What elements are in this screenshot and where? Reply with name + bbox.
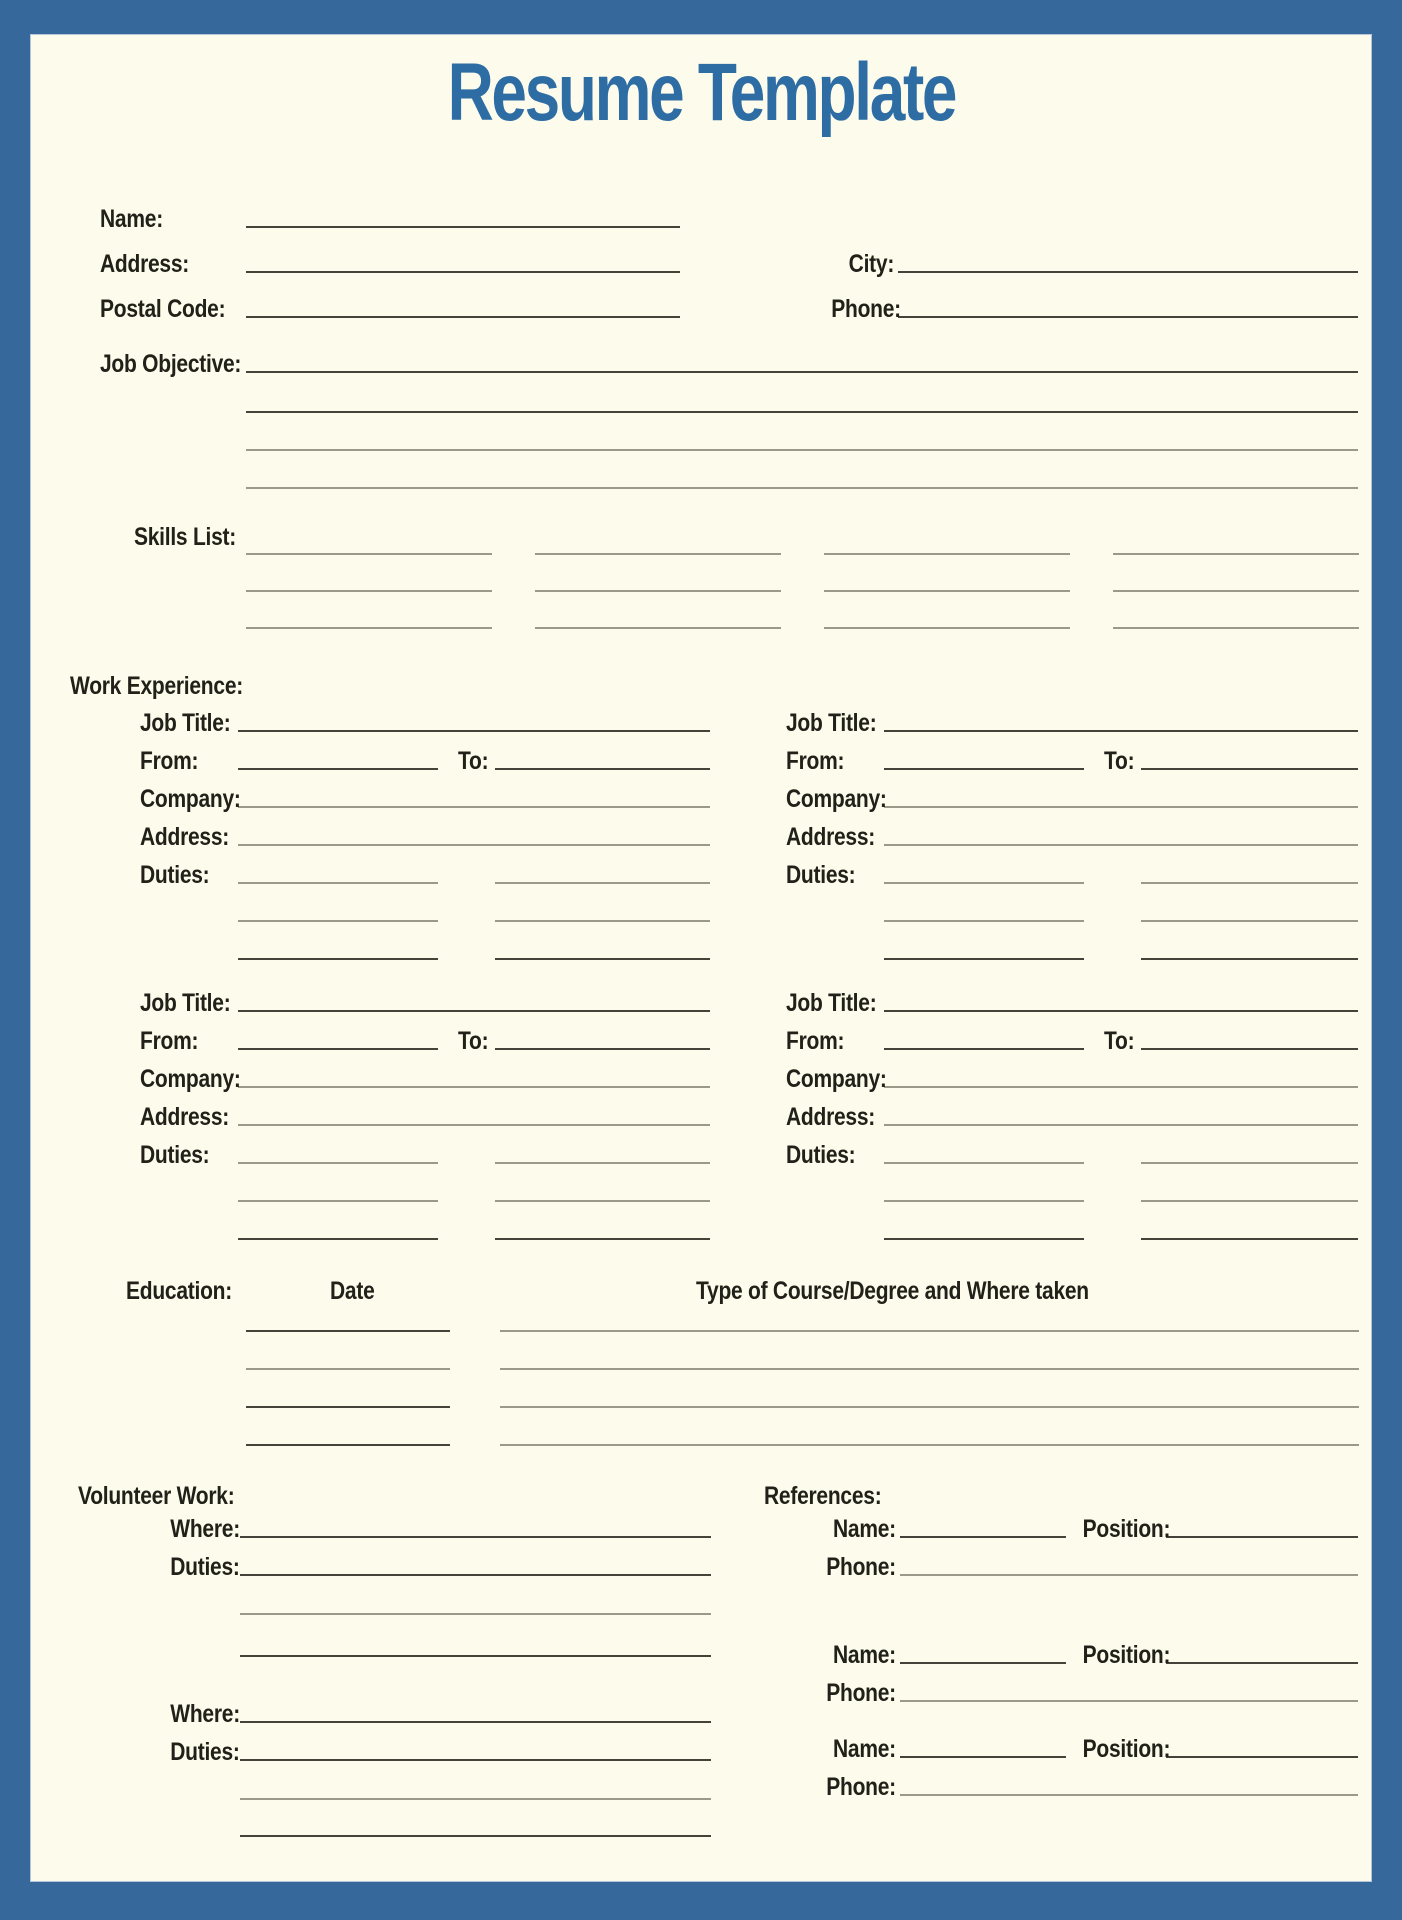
skills-line-r1c2[interactable] [535, 553, 781, 555]
job-block-3 [140, 980, 710, 1246]
to-label-box [1084, 747, 1141, 776]
duties-line[interactable] [238, 920, 438, 922]
work-address-line[interactable] [884, 1124, 1358, 1126]
reference-1-name-row [800, 1506, 1358, 1544]
to-label-box [438, 1027, 495, 1056]
duties-line[interactable] [238, 1162, 438, 1164]
duties-line[interactable] [1141, 1162, 1358, 1164]
job-title-label: Job Title: [786, 709, 877, 738]
job-title-line[interactable] [884, 1010, 1358, 1012]
from-label: From: [140, 1027, 199, 1056]
duties-label: Duties: [170, 1738, 240, 1767]
from-label: From: [140, 747, 199, 776]
duties-line[interactable] [1141, 882, 1358, 884]
reference-3-name-row [800, 1726, 1358, 1764]
skills-list-label: Skills List: [134, 523, 237, 551]
job-title-line[interactable] [238, 730, 710, 732]
contact-name-row [100, 196, 680, 234]
address-label: Address: [786, 823, 876, 852]
to-label: To: [458, 1027, 489, 1056]
page-title: Resume Template [447, 47, 955, 138]
skills-section [134, 523, 255, 552]
duties-line[interactable] [884, 1238, 1084, 1240]
address-label: Address: [140, 1103, 230, 1132]
education-section [126, 1277, 252, 1306]
reference-3-phone-row [800, 1764, 1358, 1802]
duties-label: Duties: [140, 1141, 210, 1170]
work-experience-section [70, 672, 276, 701]
education-date-line[interactable] [246, 1406, 450, 1408]
skills-line-r2c2[interactable] [535, 590, 781, 592]
to-label-box [438, 747, 495, 776]
ref-phone-line[interactable] [900, 1794, 1358, 1796]
skills-line-r1c1[interactable] [246, 553, 492, 555]
job-title-line[interactable] [884, 730, 1358, 732]
from-line[interactable] [884, 1048, 1084, 1050]
education-course-line[interactable] [500, 1330, 1359, 1332]
city-field-line[interactable] [898, 271, 1358, 273]
to-line[interactable] [1141, 1048, 1358, 1050]
postal-code-label: Postal Code: [100, 295, 226, 324]
reference-2-phone-row [800, 1670, 1358, 1708]
duties-line[interactable] [1141, 958, 1358, 960]
company-label: Company: [786, 1065, 887, 1094]
from-line[interactable] [884, 768, 1084, 770]
skills-line-r3c4[interactable] [1113, 627, 1359, 629]
to-line[interactable] [495, 1048, 710, 1050]
education-course-line[interactable] [500, 1406, 1359, 1408]
volunteer-work-label: Volunteer Work: [78, 1482, 235, 1510]
duties-label: Duties: [786, 1141, 856, 1170]
contact-postal-row [100, 286, 680, 324]
company-line[interactable] [884, 806, 1358, 808]
job-objective-line-2[interactable] [246, 411, 1358, 413]
job-objective-line-3[interactable] [246, 449, 1358, 451]
duties-line[interactable] [1141, 1200, 1358, 1202]
duties-line[interactable] [495, 958, 710, 960]
from-label: From: [786, 747, 845, 776]
to-line[interactable] [495, 768, 710, 770]
title-area [0, 46, 1402, 140]
duties-line[interactable] [495, 920, 710, 922]
phone-field-line[interactable] [898, 316, 1358, 318]
job-block-2 [786, 700, 1358, 966]
work-experience-label: Work Experience: [70, 672, 243, 700]
volunteer-where-line[interactable] [240, 1721, 711, 1723]
duties-line[interactable] [1141, 1238, 1358, 1240]
to-label: To: [458, 747, 489, 776]
ref-name-label: Name: [833, 1515, 896, 1544]
to-line[interactable] [1141, 768, 1358, 770]
volunteer-where-line[interactable] [240, 1536, 711, 1538]
where-label: Where: [170, 1700, 240, 1729]
company-line[interactable] [238, 806, 710, 808]
education-course-header [500, 1277, 1360, 1306]
skills-line-r3c1[interactable] [246, 627, 492, 629]
job-objective-line-4[interactable] [246, 487, 1358, 489]
work-address-line[interactable] [238, 1124, 710, 1126]
postal-code-field-line[interactable] [246, 316, 680, 318]
duties-line[interactable] [238, 958, 438, 960]
education-date-line[interactable] [246, 1330, 450, 1332]
to-label: To: [1104, 1027, 1135, 1056]
job-objective-line-1[interactable] [246, 371, 1358, 373]
ref-name-label: Name: [833, 1735, 896, 1764]
address-label: Address: [100, 250, 190, 279]
job-title-label: Job Title: [786, 989, 877, 1018]
volunteer-duties-line[interactable] [240, 1574, 711, 1576]
volunteer-where-row-1 [150, 1506, 711, 1544]
duties-line[interactable] [238, 1200, 438, 1202]
volunteer-duties-line[interactable] [240, 1613, 711, 1615]
volunteer-duties-line[interactable] [240, 1655, 711, 1657]
volunteer-duties-line[interactable] [240, 1798, 711, 1800]
phone-label: Phone: [831, 295, 901, 324]
contact-city-row [818, 241, 1358, 279]
duties-line[interactable] [884, 958, 1084, 960]
skills-line-r2c3[interactable] [824, 590, 1070, 592]
ref-position-label: Position: [1082, 1735, 1171, 1764]
ref-phone-label: Phone: [826, 1773, 896, 1802]
company-label: Company: [140, 785, 241, 814]
ref-phone-label: Phone: [826, 1679, 896, 1708]
job-title-label: Job Title: [140, 709, 231, 738]
address-field-line[interactable] [246, 271, 680, 273]
education-date-line[interactable] [246, 1444, 450, 1446]
duties-line[interactable] [495, 1162, 710, 1164]
ref-phone-line[interactable] [900, 1700, 1358, 1702]
ref-position-label: Position: [1082, 1641, 1171, 1670]
work-address-line[interactable] [884, 844, 1358, 846]
duties-label: Duties: [786, 861, 856, 890]
volunteer-duties-row-2 [150, 1729, 711, 1767]
job-title-line[interactable] [238, 1010, 710, 1012]
name-field-line[interactable] [246, 226, 680, 228]
job-title-label: Job Title: [140, 989, 231, 1018]
duties-line[interactable] [495, 882, 710, 884]
skills-line-r1c4[interactable] [1113, 553, 1359, 555]
address-label: Address: [786, 1103, 876, 1132]
duties-line[interactable] [884, 1200, 1084, 1202]
contact-address-row [100, 241, 680, 279]
volunteer-where-row-2 [150, 1691, 711, 1729]
from-line[interactable] [238, 768, 438, 770]
education-course-line[interactable] [500, 1444, 1359, 1446]
skills-line-r1c3[interactable] [824, 553, 1070, 555]
volunteer-duties-line[interactable] [240, 1835, 711, 1837]
name-label: Name: [100, 205, 163, 234]
duties-line[interactable] [1141, 920, 1358, 922]
ref-position-label: Position: [1082, 1515, 1171, 1544]
duties-line[interactable] [884, 920, 1084, 922]
ref-phone-label: Phone: [826, 1553, 896, 1582]
duties-line[interactable] [495, 1200, 710, 1202]
reference-1-phone-row [800, 1544, 1358, 1582]
ref-name-label: Name: [833, 1641, 896, 1670]
job-objective-label: Job Objective: [100, 350, 242, 379]
duties-label: Duties: [140, 861, 210, 890]
to-label: To: [1104, 747, 1135, 776]
company-line[interactable] [238, 1086, 710, 1088]
duties-line[interactable] [884, 882, 1084, 884]
skills-line-r2c4[interactable] [1113, 590, 1359, 592]
duties-line[interactable] [495, 1238, 710, 1240]
ref-name-line[interactable] [900, 1536, 1066, 1538]
volunteer-duties-line[interactable] [240, 1759, 711, 1761]
ref-name-line[interactable] [900, 1662, 1066, 1664]
volunteer-duties-row-1 [150, 1544, 711, 1582]
address-label: Address: [140, 823, 230, 852]
course-header-label: Type of Course/Degree and Where taken [696, 1277, 1090, 1305]
duties-line[interactable] [238, 882, 438, 884]
duties-line[interactable] [238, 1238, 438, 1240]
job-block-1 [140, 700, 710, 966]
job-objective-row [100, 341, 1358, 379]
job-block-4 [786, 980, 1358, 1246]
duties-line[interactable] [884, 1162, 1084, 1164]
ref-position-line[interactable] [1166, 1756, 1358, 1758]
company-line[interactable] [884, 1086, 1358, 1088]
education-date-line[interactable] [246, 1368, 450, 1370]
to-label-box [1084, 1027, 1141, 1056]
education-course-line[interactable] [500, 1368, 1359, 1370]
skills-line-r3c3[interactable] [824, 627, 1070, 629]
date-header-label: Date [330, 1277, 375, 1305]
reference-2-name-row [800, 1632, 1358, 1670]
from-label: From: [786, 1027, 845, 1056]
ref-name-line[interactable] [900, 1756, 1066, 1758]
education-date-header [330, 1277, 383, 1306]
contact-phone-row [818, 286, 1358, 324]
education-label: Education: [126, 1277, 232, 1305]
ref-position-line[interactable] [1166, 1536, 1358, 1538]
duties-label: Duties: [170, 1553, 240, 1582]
from-line[interactable] [238, 1048, 438, 1050]
ref-phone-line[interactable] [900, 1574, 1358, 1576]
work-address-line[interactable] [238, 844, 710, 846]
skills-line-r2c1[interactable] [246, 590, 492, 592]
company-label: Company: [140, 1065, 241, 1094]
references-label: References: [764, 1482, 882, 1510]
ref-position-line[interactable] [1166, 1662, 1358, 1664]
city-label: City: [848, 250, 894, 279]
where-label: Where: [170, 1515, 240, 1544]
skills-line-r3c2[interactable] [535, 627, 781, 629]
company-label: Company: [786, 785, 887, 814]
